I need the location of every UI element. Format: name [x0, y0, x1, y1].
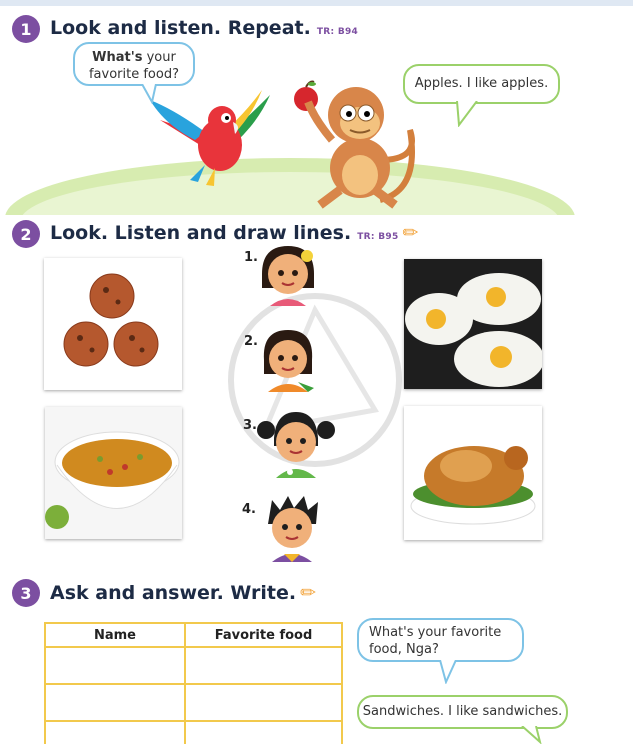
section-3-title: Ask and answer. Write. ✏	[50, 582, 317, 604]
table-cell[interactable]	[185, 721, 342, 744]
section-1-badge: 1	[12, 15, 40, 43]
bubble-tail	[455, 101, 485, 127]
table-row	[45, 721, 342, 744]
table-cell[interactable]	[45, 684, 185, 721]
bubble-tail	[140, 84, 162, 104]
table-header-name: Name	[45, 623, 185, 647]
table-cell[interactable]	[185, 647, 342, 684]
track-label: TR: B94	[316, 27, 359, 37]
speech-bubble-question: What's your favorite food?	[73, 42, 195, 86]
speech-bubble-question-nga: What's your favorite food, Nga?	[357, 618, 524, 662]
table-cell[interactable]	[45, 721, 185, 744]
boy-4-icon	[262, 494, 324, 562]
girl-2-icon	[258, 326, 320, 392]
speech-bubble-answer: Apples. I like apples.	[403, 64, 560, 104]
girl-3-icon	[256, 408, 336, 478]
top-bar	[0, 0, 633, 6]
bubble-tail	[520, 726, 546, 744]
answer-table	[44, 622, 343, 744]
item-number-1: 1.	[244, 250, 258, 265]
table-cell[interactable]	[185, 684, 342, 721]
picture-fried-eggs	[404, 259, 542, 389]
item-number-2: 2.	[244, 334, 258, 349]
picture-cookies	[44, 258, 182, 390]
section-2-title: Look. Listen and draw lines. TR: B95 ✏	[50, 222, 419, 244]
table-row	[45, 684, 342, 721]
table-cell[interactable]	[45, 647, 185, 684]
girl-1-icon	[258, 244, 320, 308]
picture-soup	[45, 407, 182, 539]
table-header-food: Favorite food	[185, 623, 342, 647]
picture-roast-chicken	[404, 406, 542, 540]
table-row	[45, 647, 342, 684]
section-1-title: Look and listen. Repeat. TR: B94	[50, 17, 359, 39]
pencil-icon: ✏	[300, 582, 317, 604]
section-3-badge: 3	[12, 579, 40, 607]
speech-bubble-answer-nga: Sandwiches. I like sandwiches.	[357, 695, 568, 729]
pencil-icon: ✏	[402, 222, 419, 244]
bubble-tail	[438, 660, 460, 684]
track-label: TR: B95	[357, 232, 399, 242]
section-2-badge: 2	[12, 220, 40, 248]
item-number-3: 3.	[243, 418, 257, 433]
item-number-4: 4.	[242, 502, 256, 517]
